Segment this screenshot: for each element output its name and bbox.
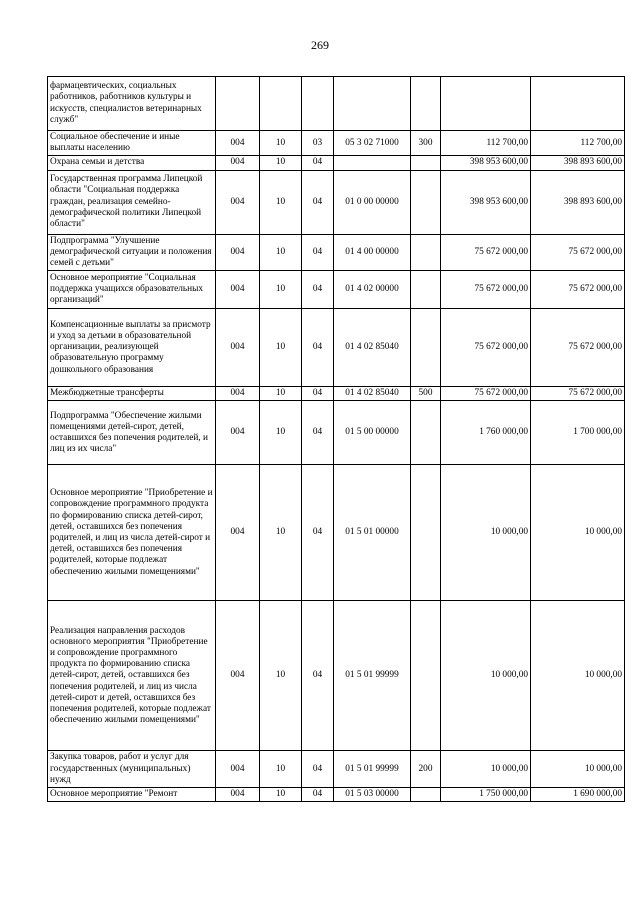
cell-subsection: 04 bbox=[302, 170, 334, 234]
cell-name: Основное мероприятие "Ремонт bbox=[48, 788, 216, 802]
cell-subsection: 04 bbox=[302, 465, 334, 601]
cell-amount-2: 1 700 000,00 bbox=[531, 401, 625, 465]
cell-subsection: 04 bbox=[302, 788, 334, 802]
cell-section: 10 bbox=[260, 601, 302, 751]
cell-section: 10 bbox=[260, 401, 302, 465]
cell-amount-2: 10 000,00 bbox=[531, 601, 625, 751]
cell-section: 10 bbox=[260, 751, 302, 788]
cell-expense-type bbox=[411, 170, 441, 234]
cell-section: 10 bbox=[260, 309, 302, 387]
cell-admin-code: 004 bbox=[216, 131, 260, 156]
cell-target-code: 01 0 00 00000 bbox=[334, 170, 411, 234]
cell-expense-type bbox=[411, 271, 441, 309]
table-row bbox=[48, 401, 625, 465]
table-row bbox=[48, 788, 625, 802]
cell-subsection: 04 bbox=[302, 309, 334, 387]
table-row bbox=[48, 77, 625, 131]
cell-subsection: 04 bbox=[302, 271, 334, 309]
cell-name: Компенсационные выплаты за присмотр и уход за детьми в образовательной организации, реализующей образовательную программу дошкольного образования bbox=[48, 309, 216, 387]
cell-admin-code: 004 bbox=[216, 465, 260, 601]
table-row bbox=[48, 601, 625, 751]
cell-amount-1: 10 000,00 bbox=[441, 751, 531, 788]
cell-amount-2 bbox=[531, 77, 625, 131]
table-row bbox=[48, 170, 625, 234]
cell-target-code: 05 3 02 71000 bbox=[334, 131, 411, 156]
cell-section: 10 bbox=[260, 387, 302, 401]
cell-target-code: 01 5 01 99999 bbox=[334, 751, 411, 788]
cell-target-code: 01 5 03 00000 bbox=[334, 788, 411, 802]
cell-target-code bbox=[334, 156, 411, 170]
cell-name: Основное мероприятие "Социальная поддержка учащихся образовательных организаций" bbox=[48, 271, 216, 309]
cell-amount-1: 1 760 000,00 bbox=[441, 401, 531, 465]
cell-amount-1: 398 953 600,00 bbox=[441, 170, 531, 234]
cell-section: 10 bbox=[260, 465, 302, 601]
cell-amount-1: 75 672 000,00 bbox=[441, 271, 531, 309]
cell-admin-code: 004 bbox=[216, 601, 260, 751]
cell-amount-1: 75 672 000,00 bbox=[441, 234, 531, 271]
cell-admin-code: 004 bbox=[216, 788, 260, 802]
cell-expense-type: 300 bbox=[411, 131, 441, 156]
cell-amount-1: 75 672 000,00 bbox=[441, 387, 531, 401]
cell-admin-code: 004 bbox=[216, 271, 260, 309]
cell-name: Государственная программа Липецкой области "Социальная поддержка граждан, реализация семейно-демографической политики Липецкой области" bbox=[48, 170, 216, 234]
cell-subsection: 04 bbox=[302, 387, 334, 401]
cell-amount-2: 10 000,00 bbox=[531, 751, 625, 788]
cell-section: 10 bbox=[260, 131, 302, 156]
cell-target-code: 01 4 00 00000 bbox=[334, 234, 411, 271]
cell-target-code bbox=[334, 77, 411, 131]
cell-amount-2: 75 672 000,00 bbox=[531, 309, 625, 387]
cell-admin-code: 004 bbox=[216, 170, 260, 234]
cell-amount-2: 112 700,00 bbox=[531, 131, 625, 156]
cell-amount-1: 10 000,00 bbox=[441, 465, 531, 601]
cell-expense-type: 200 bbox=[411, 751, 441, 788]
table-row bbox=[48, 309, 625, 387]
cell-admin-code: 004 bbox=[216, 234, 260, 271]
cell-name: Подпрограмма "Улучшение демографической ситуации и положения семей с детьми" bbox=[48, 234, 216, 271]
cell-admin-code: 004 bbox=[216, 401, 260, 465]
cell-expense-type bbox=[411, 601, 441, 751]
cell-subsection: 04 bbox=[302, 401, 334, 465]
cell-expense-type bbox=[411, 465, 441, 601]
cell-subsection: 04 bbox=[302, 234, 334, 271]
cell-subsection bbox=[302, 77, 334, 131]
cell-admin-code bbox=[216, 77, 260, 131]
cell-section: 10 bbox=[260, 234, 302, 271]
cell-expense-type bbox=[411, 401, 441, 465]
cell-section: 10 bbox=[260, 156, 302, 170]
cell-name: Закупка товаров, работ и услуг для государственных (муниципальных) нужд bbox=[48, 751, 216, 788]
cell-name: Основное мероприятие "Приобретение и сопровождение программного продукта по формированию списка детей-сирот, детей, оставшихся без попечения родителей, и лиц из числа детей-сирот и детей, оставшихся без попечения родителей, которые подлежат обеспечению жилыми помещениями" bbox=[48, 465, 216, 601]
cell-amount-2: 398 893 600,00 bbox=[531, 156, 625, 170]
table-row bbox=[48, 156, 625, 170]
cell-target-code: 01 5 01 99999 bbox=[334, 601, 411, 751]
cell-subsection: 04 bbox=[302, 751, 334, 788]
cell-name: Социальное обеспечение и иные выплаты населению bbox=[48, 131, 216, 156]
cell-section bbox=[260, 77, 302, 131]
cell-name: Реализация направления расходов основного мероприятия "Приобретение и сопровождение программного продукта по формированию списка детей-сирот, детей, оставшихся без попечения родителей, и лиц из числа детей-сирот и детей, оставшихся без попечения родителей, которые подлежат обеспечению жилыми помещениями" bbox=[48, 601, 216, 751]
cell-amount-2: 1 690 000,00 bbox=[531, 788, 625, 802]
cell-target-code: 01 5 01 00000 bbox=[334, 465, 411, 601]
cell-expense-type bbox=[411, 77, 441, 131]
page-number: 269 bbox=[311, 38, 329, 52]
table-row bbox=[48, 131, 625, 156]
table-row bbox=[48, 751, 625, 788]
cell-amount-2: 75 672 000,00 bbox=[531, 387, 625, 401]
cell-subsection: 03 bbox=[302, 131, 334, 156]
cell-section: 10 bbox=[260, 271, 302, 309]
cell-subsection: 04 bbox=[302, 156, 334, 170]
cell-admin-code: 004 bbox=[216, 309, 260, 387]
table-row bbox=[48, 271, 625, 309]
cell-expense-type bbox=[411, 309, 441, 387]
cell-expense-type bbox=[411, 788, 441, 802]
cell-section: 10 bbox=[260, 170, 302, 234]
cell-name: Охрана семьи и детства bbox=[48, 156, 216, 170]
cell-amount-2: 398 893 600,00 bbox=[531, 170, 625, 234]
cell-amount-1: 112 700,00 bbox=[441, 131, 531, 156]
cell-target-code: 01 4 02 85040 bbox=[334, 387, 411, 401]
cell-name: Подпрограмма "Обеспечение жилыми помещениями детей-сирот, детей, оставшихся без попечения родителей, и лиц из их числа" bbox=[48, 401, 216, 465]
cell-section: 10 bbox=[260, 788, 302, 802]
cell-amount-1: 10 000,00 bbox=[441, 601, 531, 751]
table-row bbox=[48, 465, 625, 601]
cell-expense-type: 500 bbox=[411, 387, 441, 401]
cell-amount-1: 1 750 000,00 bbox=[441, 788, 531, 802]
cell-admin-code: 004 bbox=[216, 387, 260, 401]
cell-target-code: 01 4 02 00000 bbox=[334, 271, 411, 309]
cell-target-code: 01 4 02 85040 bbox=[334, 309, 411, 387]
cell-subsection: 04 bbox=[302, 601, 334, 751]
cell-amount-1 bbox=[441, 77, 531, 131]
cell-name: Межбюджетные трансферты bbox=[48, 387, 216, 401]
cell-amount-1: 75 672 000,00 bbox=[441, 309, 531, 387]
cell-amount-1: 398 953 600,00 bbox=[441, 156, 531, 170]
cell-name: фармацевтических, социальных работников, работников культуры и искусств, специалистов ветеринарных служб" bbox=[48, 77, 216, 131]
cell-admin-code: 004 bbox=[216, 751, 260, 788]
table-row bbox=[48, 387, 625, 401]
cell-amount-2: 75 672 000,00 bbox=[531, 271, 625, 309]
cell-amount-2: 10 000,00 bbox=[531, 465, 625, 601]
cell-expense-type bbox=[411, 156, 441, 170]
budget-table bbox=[47, 76, 625, 802]
table-row bbox=[48, 234, 625, 271]
cell-target-code: 01 5 00 00000 bbox=[334, 401, 411, 465]
cell-expense-type bbox=[411, 234, 441, 271]
cell-amount-2: 75 672 000,00 bbox=[531, 234, 625, 271]
cell-admin-code: 004 bbox=[216, 156, 260, 170]
